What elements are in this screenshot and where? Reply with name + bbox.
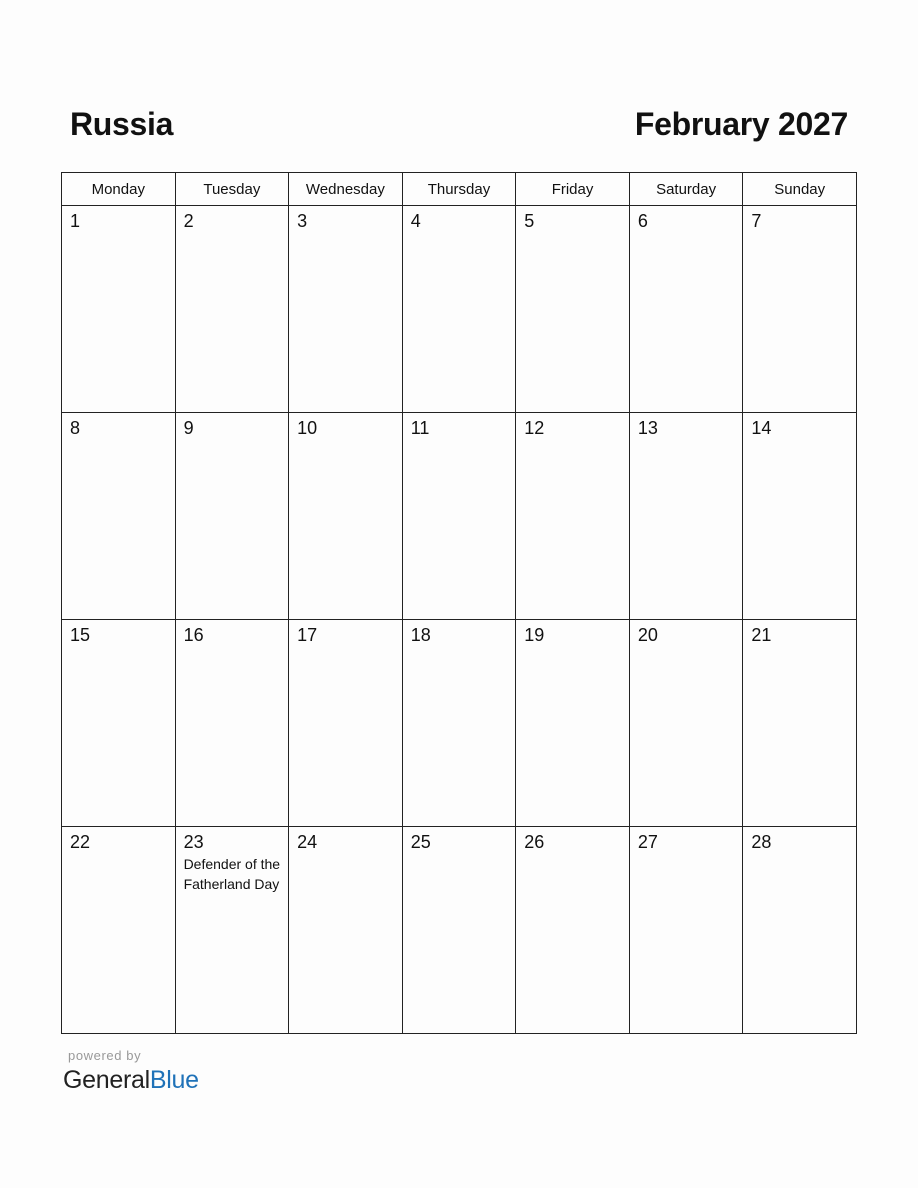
day-cell	[743, 206, 857, 413]
day-number: 14	[751, 418, 772, 438]
day-cell	[743, 413, 857, 620]
calendar-month-title: February 2027	[634, 106, 848, 142]
day-number: 3	[297, 211, 308, 231]
day-number: 1	[70, 211, 81, 231]
day-number: 9	[183, 418, 194, 438]
day-cell	[402, 206, 516, 413]
brand-general-text: General	[63, 1066, 150, 1094]
day-cell	[289, 827, 403, 1034]
day-number: 28	[751, 832, 772, 852]
day-number: 18	[410, 625, 431, 645]
day-number: 20	[637, 625, 658, 645]
weekday-header-friday: Friday	[516, 173, 630, 206]
week-row-1	[62, 206, 857, 413]
week-row-2	[62, 413, 857, 620]
day-number: 27	[637, 832, 658, 852]
day-cell	[175, 827, 289, 1034]
day-cell	[516, 206, 630, 413]
day-number: 15	[70, 625, 91, 645]
day-cell	[516, 827, 630, 1034]
day-number: 26	[524, 832, 545, 852]
day-cell	[62, 620, 176, 827]
day-number: 12	[524, 418, 545, 438]
day-cell	[629, 827, 743, 1034]
day-number: 13	[637, 418, 658, 438]
day-number: 19	[524, 625, 545, 645]
day-number: 22	[70, 832, 91, 852]
day-number: 17	[297, 625, 318, 645]
day-cell	[629, 620, 743, 827]
day-cell	[289, 620, 403, 827]
day-number: 5	[524, 211, 535, 231]
day-cell	[175, 206, 289, 413]
day-cell	[402, 620, 516, 827]
day-number: 23	[183, 832, 204, 852]
day-number: 10	[297, 418, 318, 438]
day-cell	[516, 620, 630, 827]
day-number: 11	[410, 418, 430, 438]
calendar-country-title: Russia	[70, 106, 174, 142]
day-number: 24	[297, 832, 318, 852]
generalblue-logo[interactable]	[63, 1064, 199, 1096]
day-cell	[175, 620, 289, 827]
holiday-label: Defender of the Fatherland Day	[183, 856, 281, 892]
day-number: 7	[751, 211, 762, 231]
day-cell	[402, 827, 516, 1034]
day-number: 8	[70, 418, 81, 438]
day-cell	[62, 413, 176, 620]
weekday-header-tuesday: Tuesday	[175, 173, 289, 206]
day-cell	[62, 827, 176, 1034]
day-number: 25	[410, 832, 431, 852]
day-cell	[289, 413, 403, 620]
week-row-3	[62, 620, 857, 827]
day-cell	[629, 413, 743, 620]
week-row-4	[62, 827, 857, 1034]
day-number: 2	[183, 211, 194, 231]
day-cell	[629, 206, 743, 413]
day-number: 4	[410, 211, 421, 231]
calendar-grid	[61, 172, 857, 1034]
day-cell	[516, 413, 630, 620]
weekday-header-monday: Monday	[62, 173, 176, 206]
day-cell	[175, 413, 289, 620]
day-cell	[62, 206, 176, 413]
weekday-header-thursday: Thursday	[402, 173, 516, 206]
powered-by-text: powered by	[68, 1048, 142, 1063]
day-cell	[743, 620, 857, 827]
day-number: 16	[183, 625, 204, 645]
weekday-header-sunday: Sunday	[743, 173, 857, 206]
day-cell	[743, 827, 857, 1034]
day-cell	[402, 413, 516, 620]
weekday-header-row	[62, 173, 857, 206]
day-cell	[289, 206, 403, 413]
weekday-header-saturday: Saturday	[629, 173, 743, 206]
weekday-header-wednesday: Wednesday	[289, 173, 403, 206]
day-number: 21	[751, 625, 772, 645]
day-number: 6	[637, 211, 648, 231]
brand-blue-text: Blue	[149, 1066, 199, 1094]
